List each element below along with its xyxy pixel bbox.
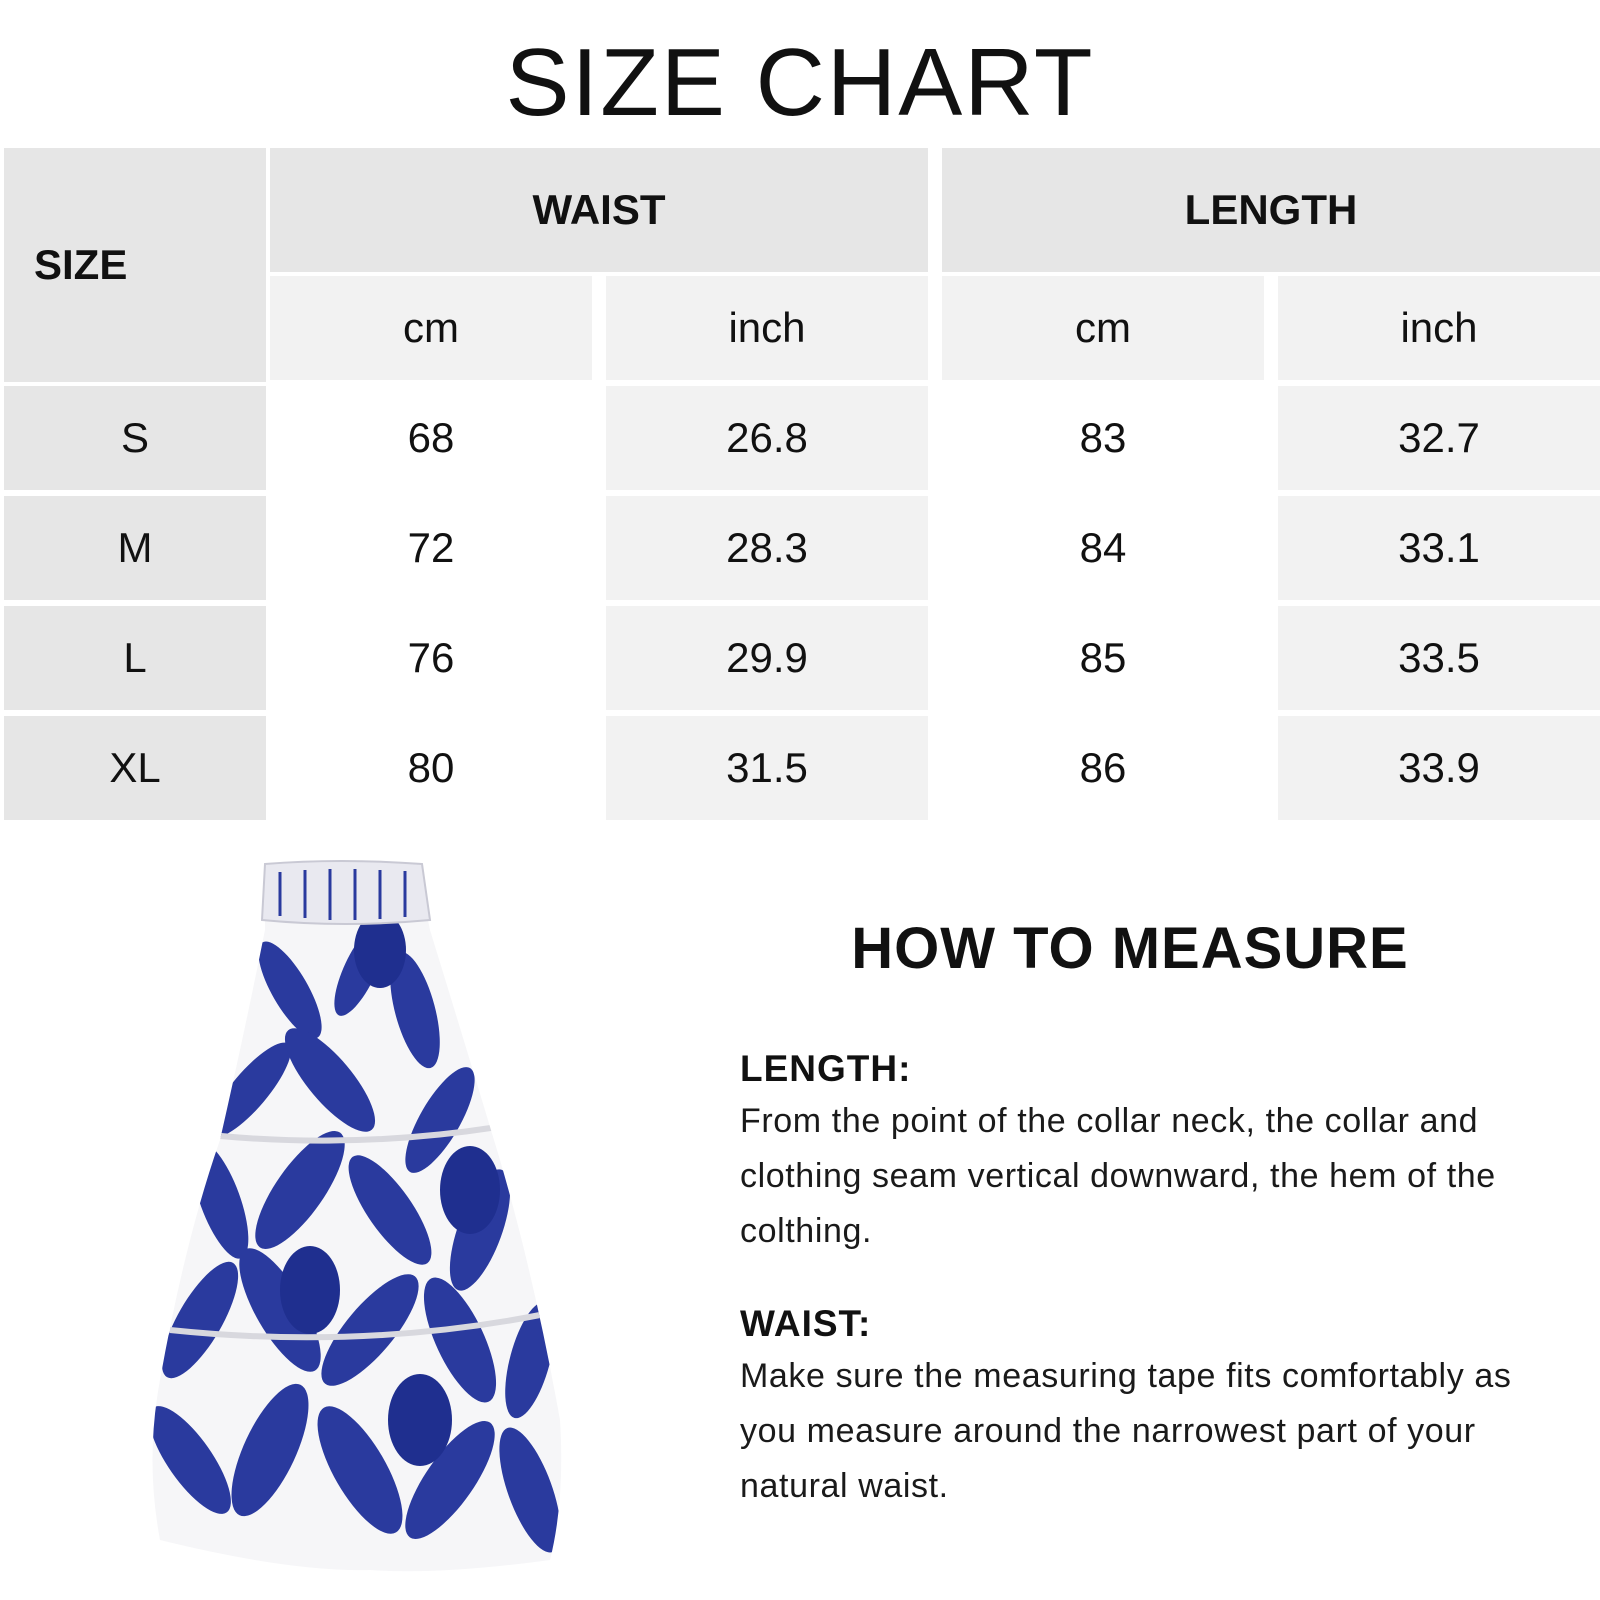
size-header bbox=[4, 148, 266, 382]
length-description: From the point of the collar neck, the collar and clothing seam vertical downward, the hem of the colthing. bbox=[740, 1102, 1496, 1250]
table-cell-waist-cm: 80 bbox=[407, 744, 455, 791]
length-header-label: LENGTH bbox=[1184, 186, 1358, 233]
table-cell-length-cm: 83 bbox=[1079, 414, 1127, 461]
unit-waist-cm: cm bbox=[270, 276, 592, 380]
skirt-illustration-icon bbox=[140, 860, 600, 1580]
table-cell-length-inch: 32.7 bbox=[1278, 386, 1600, 490]
table-cell-length-cm: 84 bbox=[1079, 524, 1127, 571]
unit-waist-inch: inch bbox=[606, 276, 928, 380]
table-cell-length-cm: 85 bbox=[1079, 634, 1127, 681]
waist-header bbox=[270, 148, 928, 272]
table-cell-length-inch: 33.9 bbox=[1278, 716, 1600, 820]
unit-length-inch: inch bbox=[1278, 276, 1600, 380]
table-cell-waist-cm: 76 bbox=[407, 634, 455, 681]
table-cell-waist-inch: 28.3 bbox=[606, 496, 928, 600]
table-cell-length-inch: 33.1 bbox=[1278, 496, 1600, 600]
waist-description: Make sure the measuring tape fits comfortably as you measure around the narrowest part of your natural waist. bbox=[740, 1357, 1512, 1505]
length-label: LENGTH: bbox=[740, 1048, 912, 1089]
table-cell-waist-cm: 72 bbox=[407, 524, 455, 571]
table-cell-waist-cm: 68 bbox=[407, 414, 455, 461]
table-cell-length-cm: 86 bbox=[1079, 744, 1127, 791]
table-row-size: M bbox=[4, 496, 266, 600]
table-cell-waist-inch: 31.5 bbox=[606, 716, 928, 820]
waist-header-label: WAIST bbox=[532, 186, 666, 233]
length-header bbox=[942, 148, 1600, 272]
waist-label: WAIST: bbox=[740, 1303, 872, 1344]
unit-length-cm: cm bbox=[942, 276, 1264, 380]
table-row-size: S bbox=[4, 386, 266, 490]
table-cell-length-inch: 33.5 bbox=[1278, 606, 1600, 710]
table-cell-waist-inch: 26.8 bbox=[606, 386, 928, 490]
table-cell-waist-inch: 29.9 bbox=[606, 606, 928, 710]
table-row-size: XL bbox=[4, 716, 266, 820]
page-title: SIZE CHART bbox=[505, 29, 1095, 136]
table-row-size: L bbox=[4, 606, 266, 710]
size-header-label: SIZE bbox=[34, 241, 128, 288]
how-to-measure-title: HOW TO MEASURE bbox=[851, 916, 1409, 981]
